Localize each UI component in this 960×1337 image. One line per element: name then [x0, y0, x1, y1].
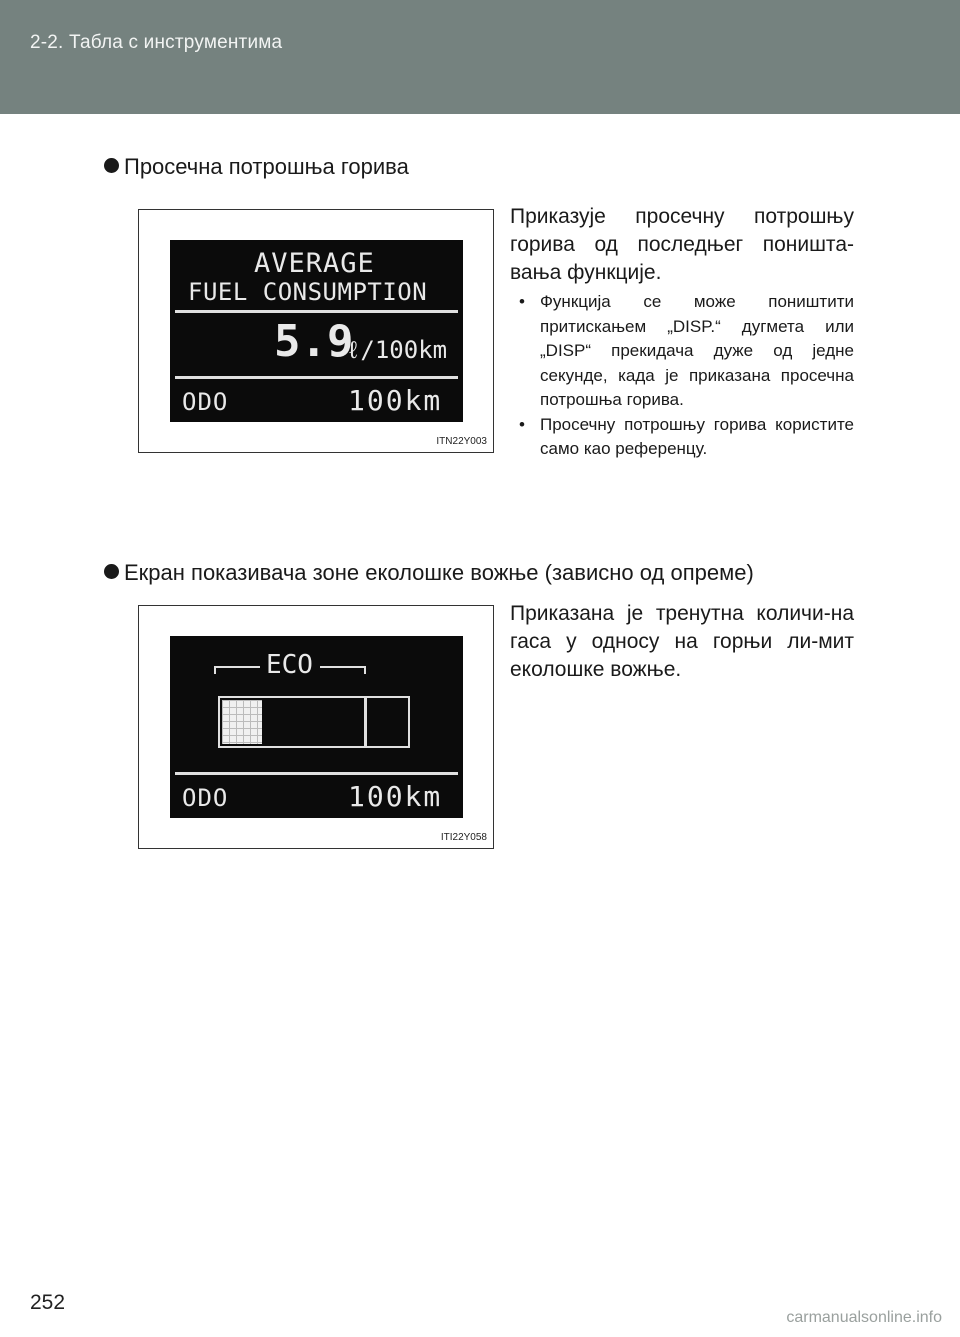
lcd-divider-bottom	[175, 772, 458, 775]
note-item: • Функција се може поништити притискањем „DISP.“ дугмета или „DISP“ прекидача дуже од једне секунде, када је приказана просечна потрошња горива.	[519, 290, 854, 413]
heading-average-fuel	[104, 154, 409, 180]
eco-line-left	[214, 666, 260, 668]
bullet-dot-icon	[104, 564, 119, 579]
note-item: • Просечну потрошњу горива користите само као референцу.	[519, 413, 854, 462]
heading-eco-zone	[104, 560, 754, 586]
figure-average-fuel	[138, 209, 494, 453]
lcd-odo-label: ODO	[182, 388, 229, 416]
heading-average-fuel-text: Просечна потрошња горива	[124, 154, 409, 179]
page-number: 252	[30, 1291, 66, 1314]
lcd-screen-eco	[170, 636, 463, 818]
page-header	[0, 0, 960, 114]
figure-eco-zone	[138, 605, 494, 849]
bullet-dot-icon	[104, 158, 119, 173]
lcd-line-fuel-consumption: FUEL CONSUMPTION	[188, 278, 428, 306]
lcd-average-unit: ℓ/100km	[346, 336, 448, 364]
lcd-screen-average-fuel	[170, 240, 463, 422]
heading-eco-zone-text: Екран показивача зоне еколошке вожње (зависно од опреме)	[124, 560, 754, 585]
description-average-fuel: Приказује просечну потрошњу горива од последњег поништа-вања функције.	[510, 205, 854, 284]
eco-tick-right	[364, 666, 366, 674]
watermark: carmanualsonline.info	[786, 1309, 942, 1326]
section-title: 2-2. Табла с инструментима	[30, 32, 283, 53]
lcd-divider-top	[175, 310, 458, 313]
eco-tick-left	[214, 666, 216, 674]
eco-label: ECO	[266, 650, 313, 680]
lcd-odo-label: ODO	[182, 784, 229, 812]
eco-gauge-fill	[222, 700, 262, 744]
lcd-divider-bottom	[175, 376, 458, 379]
lcd-odo-value: 100km	[348, 384, 443, 417]
eco-limit-marker	[364, 696, 367, 748]
lcd-odo-value: 100km	[348, 780, 443, 813]
description-eco-zone: Приказана је тренутна количи-на гаса у односу на горњи ли-мит еколошке вожње.	[510, 602, 854, 681]
eco-line-right	[320, 666, 366, 668]
lcd-line-average: AVERAGE	[254, 248, 375, 279]
notes-list-average-fuel	[519, 290, 854, 462]
figure-code: ITN22Y003	[436, 436, 487, 447]
lcd-average-value: 5.9	[274, 316, 354, 367]
figure-code: ITI22Y058	[440, 832, 487, 843]
eco-gauge-bar	[218, 696, 410, 748]
